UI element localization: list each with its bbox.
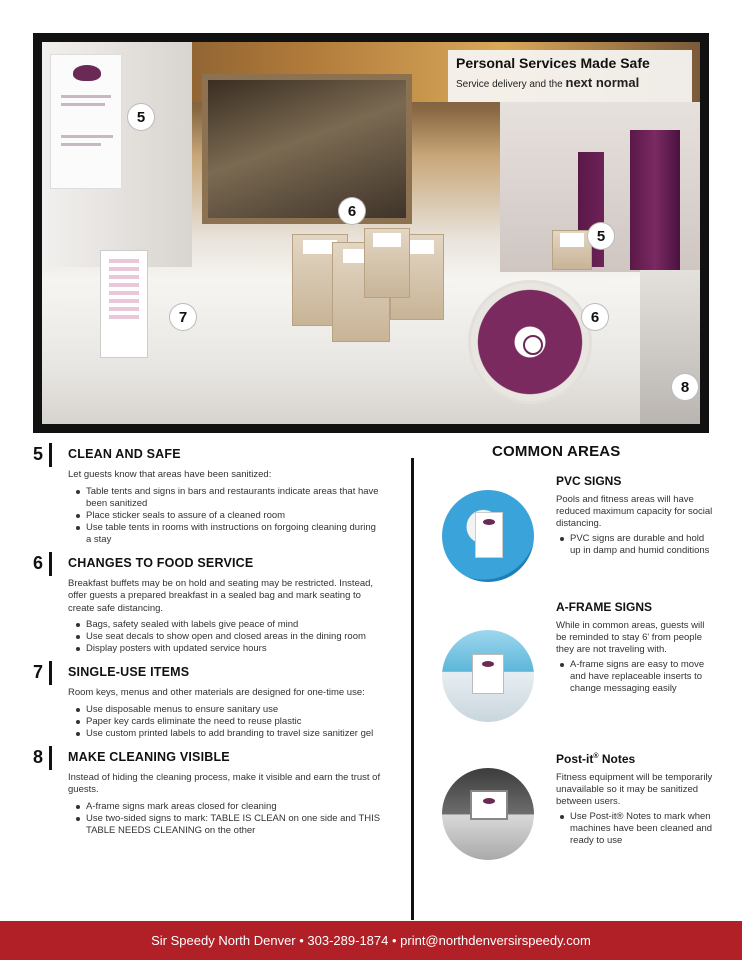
poster-line (61, 95, 111, 98)
logo-icon (482, 661, 494, 667)
section-make-cleaning-visible (33, 746, 383, 837)
poster-line (61, 103, 105, 106)
bullet-list (560, 533, 716, 557)
bullet-list (76, 619, 383, 655)
mirror (202, 74, 412, 224)
post-it-notes-title (556, 752, 716, 766)
section-number: 8 (33, 746, 52, 770)
wall-poster (50, 54, 122, 189)
list-item: Place sticker seals to assure of a cleaned room (76, 510, 383, 522)
single-use-standee (100, 250, 148, 358)
section-text: Breakfast buffets may be on hold and seating may be restricted. Instead, offer guests a prepared breakfast in a sealed bag and mark seating to create safe distancing. (68, 577, 374, 614)
a-frame-sign (640, 270, 700, 424)
hero-subtitle-text: Service delivery and the (456, 79, 566, 90)
bullet-list (76, 486, 383, 546)
logo-icon (483, 519, 495, 525)
post-it-note-icon (470, 790, 508, 820)
section-title: MAKE CLEANING VISIBLE (68, 749, 230, 764)
logo-icon (73, 65, 101, 81)
table-tent (552, 230, 592, 270)
list-item: A-frame signs mark areas closed for cleaning (76, 801, 383, 813)
pvc-sign-thumbnail (442, 490, 534, 582)
a-frame-signs-desc: While in common areas, guests will be reminded to stay 6' from people they are not traveling with. (556, 620, 705, 655)
list-item: Use two-sided signs to mark: TABLE IS CLEAN on one side and THIS TABLE NEEDS CLEANING on the other (76, 813, 383, 837)
common-areas-heading: COMMON AREAS (492, 443, 621, 460)
bullet-list (76, 704, 383, 740)
footer-bar (0, 921, 742, 960)
bullet-list (76, 801, 383, 837)
hotel-lobby-photo (42, 42, 700, 424)
section-text: Room keys, menus and other materials are designed for one-time use: (68, 687, 365, 698)
a-frame-signs-text (556, 600, 716, 695)
hero-subtitle (456, 75, 684, 90)
marker-5: 5 (128, 104, 154, 130)
section-number: 7 (33, 661, 52, 685)
section-text: Let guests know that areas have been sanitized: (68, 469, 272, 480)
footer-contact: Sir Speedy North Denver • 303-289-1874 • print@northdenversirspeedy.com (151, 933, 591, 948)
table-tent (364, 228, 410, 298)
seal-icon (523, 335, 543, 355)
pvc-signs-desc: Pools and fitness areas will have reduced maximum capacity for social distancing. (556, 494, 713, 529)
section-title: SINGLE-USE ITEMS (68, 665, 190, 679)
common-area-post-it-notes (442, 748, 742, 918)
section-food-service (33, 552, 383, 656)
left-column (33, 443, 383, 837)
poster-line (61, 143, 101, 146)
section-clean-and-safe (33, 443, 383, 546)
list-item: Use table tents in rooms with instructions on forgoing cleaning during a stay (76, 522, 383, 546)
common-area-a-frame-signs (442, 596, 742, 746)
post-it-notes-text (556, 752, 716, 847)
shelf (42, 42, 192, 267)
bullet-list (560, 811, 716, 847)
a-frame-sign-icon (472, 654, 504, 694)
hero-image-frame (33, 33, 709, 433)
list-item: A-frame signs are easy to move and have replaceable inserts to change messaging easily (560, 659, 716, 695)
list-item: Use disposable menus to ensure sanitary use (76, 704, 383, 716)
list-item: Use seat decals to show open and closed areas in the dining room (76, 631, 383, 643)
post-it-thumbnail (442, 768, 534, 860)
floor-sticker-seal (468, 280, 592, 404)
pvc-signs-title: PVC SIGNS (556, 474, 622, 488)
marker-6: 6 (582, 304, 608, 330)
pvc-signs-text (556, 474, 716, 557)
marker-8: 8 (672, 374, 698, 400)
registered-mark: ® (593, 753, 599, 760)
bullet-list (560, 659, 716, 695)
section-text: Instead of hiding the cleaning process, make it visible and earn the trust of guests. (68, 771, 381, 795)
logo-icon (483, 798, 495, 804)
post-it-notes-desc: Fitness equipment will be temporarily unavailable so it may be sanitized between users. (556, 772, 713, 807)
marker-7: 7 (170, 304, 196, 330)
section-title: CLEAN AND SAFE (68, 447, 181, 461)
poster-line (61, 135, 113, 138)
section-single-use (33, 661, 383, 740)
curtain (630, 130, 680, 270)
column-divider (411, 458, 414, 920)
a-frame-thumbnail (442, 630, 534, 722)
marker-6: 6 (339, 198, 365, 224)
list-item: PVC signs are durable and hold up in damp and humid conditions (560, 533, 716, 557)
post-it-title-suffix: Notes (598, 752, 636, 766)
hero-title-box (448, 50, 692, 102)
list-item: Paper key cards eliminate the need to reuse plastic (76, 716, 383, 728)
list-item: Display posters with updated service hours (76, 643, 383, 655)
list-item: Bags, safety sealed with labels give peace of mind (76, 619, 383, 631)
marker-5: 5 (588, 223, 614, 249)
hero-title: Personal Services Made Safe (456, 55, 650, 71)
list-item: Use custom printed labels to add branding to travel size sanitizer gel (76, 728, 383, 740)
post-it-title-text: Post-it (556, 752, 594, 766)
hero-subtitle-emphasis: next normal (565, 75, 640, 90)
a-frame-signs-title: A-FRAME SIGNS (556, 600, 652, 614)
pvc-sign-icon (475, 512, 503, 558)
section-number: 6 (33, 552, 52, 576)
section-number: 5 (33, 443, 52, 467)
section-title: CHANGES TO FOOD SERVICE (68, 555, 254, 570)
list-item: Table tents and signs in bars and restaurants indicate areas that have been sanitized (76, 486, 383, 510)
list-item: Use Post-it® Notes to mark when machines have been cleaned and ready to use (560, 811, 716, 847)
